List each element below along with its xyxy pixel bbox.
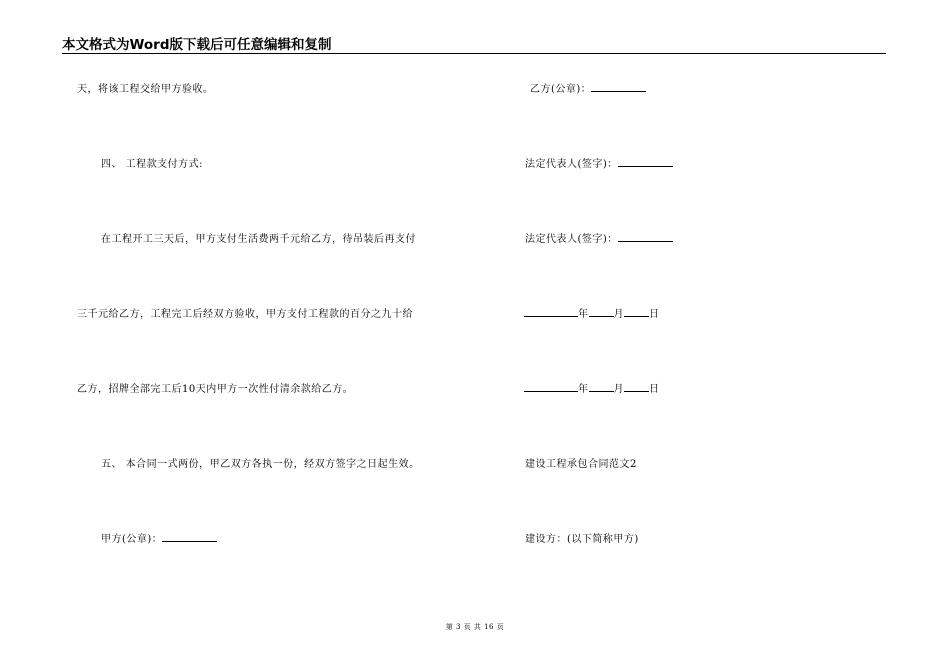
header-divider (62, 53, 886, 54)
party-a-intro-line: 建设方：(以下简称甲方) (525, 534, 639, 545)
page-number: 第 3 页 共 16 页 (445, 623, 505, 631)
party-a-seal-line (101, 530, 217, 545)
contract-template-title: 建设工程承包合同范文2 (525, 459, 637, 470)
year-blank (524, 307, 578, 317)
legal-rep-line-2 (525, 230, 673, 245)
document-header-title: 本文格式为Word版下载后可任意编辑和复制 (62, 37, 332, 53)
party-b-seal-blank (591, 82, 646, 92)
month-blank (589, 382, 614, 392)
body-line-payment-1: 在工程开工三天后，甲方支付生活费两千元给乙方，待吊装后再支付 (101, 234, 416, 245)
month-label: 月 (613, 384, 624, 395)
legal-rep-blank-2 (618, 232, 673, 242)
day-label: 日 (649, 384, 660, 395)
legal-rep-blank-1 (618, 157, 673, 167)
legal-rep-label-2: 法定代表人(签字)： (525, 234, 618, 245)
month-label: 月 (613, 309, 624, 320)
date-line-1 (524, 305, 660, 320)
date-line-2 (524, 380, 660, 395)
year-label: 年 (578, 384, 589, 395)
section-four-heading: 四、 工程款支付方式: (101, 159, 204, 170)
day-blank (624, 307, 649, 317)
party-b-seal-line (530, 80, 646, 95)
year-blank (524, 382, 578, 392)
party-b-seal-label: 乙方(公章)： (530, 84, 592, 95)
day-label: 日 (649, 309, 660, 320)
section-five-clause: 五、 本合同一式两份，甲乙双方各执一份，经双方签字之日起生效。 (101, 459, 420, 470)
legal-rep-line-1 (525, 155, 673, 170)
month-blank (589, 307, 614, 317)
day-blank (624, 382, 649, 392)
body-line-payment-2: 三千元给乙方，工程完工后经双方验收，甲方支付工程款的百分之九十给 (77, 309, 413, 320)
party-a-seal-label: 甲方(公章)： (101, 534, 163, 545)
party-a-seal-blank (162, 532, 217, 542)
body-line-1: 天，将该工程交给甲方验收。 (77, 84, 214, 95)
year-label: 年 (578, 309, 589, 320)
body-line-payment-3: 乙方，招牌全部完工后10天内甲方一次性付清余款给乙方。 (77, 384, 354, 395)
legal-rep-label-1: 法定代表人(签字)： (525, 159, 618, 170)
